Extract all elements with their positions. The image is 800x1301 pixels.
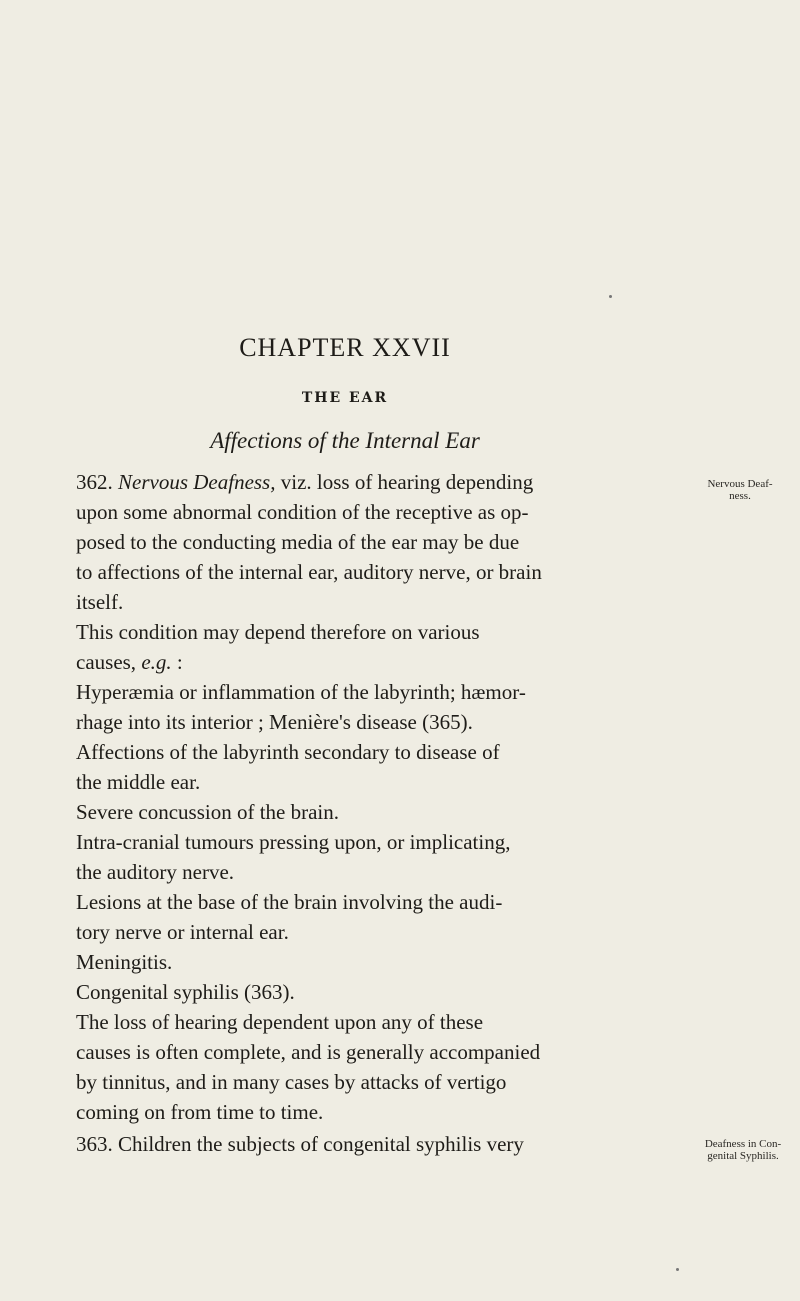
para-heading: Nervous Deafness, bbox=[118, 470, 276, 494]
cause-line: causes is often complete, and is generally accompanied bbox=[76, 1040, 541, 1064]
text-line: to affections of the internal ear, auditory nerve, or brain bbox=[76, 560, 542, 584]
cause-line: The loss of hearing dependent upon any of these bbox=[76, 1010, 484, 1034]
cause-line: Intra-cranial tumours pressing upon, or implicating, bbox=[76, 830, 511, 854]
text-line: itself. bbox=[76, 590, 124, 614]
margin-note-line: genital Syphilis. bbox=[707, 1150, 779, 1162]
para-363-line-1: 363. Children the subjects of congenital syphilis very bbox=[76, 1132, 524, 1156]
para-number: 362. bbox=[76, 470, 113, 494]
cause-line: Hyperæmia or inflammation of the labyrinth; hæmor- bbox=[76, 680, 526, 704]
speck bbox=[609, 295, 612, 298]
cause-line: the auditory nerve. bbox=[76, 860, 235, 884]
subtitle: Affections of the Internal Ear bbox=[210, 428, 480, 453]
cause-line: Meningitis. bbox=[76, 950, 173, 974]
chapter-heading: CHAPTER XXVII bbox=[239, 333, 451, 362]
margin-note-line: ness. bbox=[729, 490, 751, 502]
cause-line: Affections of the labyrinth secondary to disease of bbox=[76, 740, 500, 764]
cause-line: by tinnitus, and in many cases by attacks of vertigo bbox=[76, 1070, 507, 1094]
text-line: This condition may depend therefore on various bbox=[76, 620, 480, 644]
margin-note-nervous-deafness bbox=[688, 478, 792, 502]
causes-suffix: : bbox=[171, 650, 183, 674]
margin-note-line: Deafness in Con- bbox=[704, 1138, 782, 1150]
cause-line: rhage into its interior ; Menière's disease (365). bbox=[76, 710, 473, 734]
text-line bbox=[76, 650, 682, 675]
cause-line: Congenital syphilis (363). bbox=[76, 980, 295, 1004]
margin-note-line: Nervous Deaf- bbox=[707, 478, 773, 490]
cause-line: coming on from time to time. bbox=[76, 1100, 324, 1124]
cause-line: the middle ear. bbox=[76, 770, 201, 794]
para-text: viz. loss of hearing depending bbox=[275, 470, 534, 494]
cause-line: tory nerve or internal ear. bbox=[76, 920, 289, 944]
causes-eg: e.g. bbox=[141, 650, 172, 674]
text-line: upon some abnormal condition of the receptive as op- bbox=[76, 500, 529, 524]
para-362-line-1 bbox=[76, 470, 682, 495]
section-heading: THE EAR bbox=[301, 390, 389, 406]
speck bbox=[676, 1268, 679, 1271]
margin-note-congenital-syphilis bbox=[690, 1138, 796, 1162]
cause-line: Lesions at the base of the brain involving the audi- bbox=[76, 890, 503, 914]
causes-prefix: causes, bbox=[76, 650, 142, 674]
cause-line: Severe concussion of the brain. bbox=[76, 800, 340, 824]
text-line: posed to the conducting media of the ear may be due bbox=[76, 530, 520, 554]
